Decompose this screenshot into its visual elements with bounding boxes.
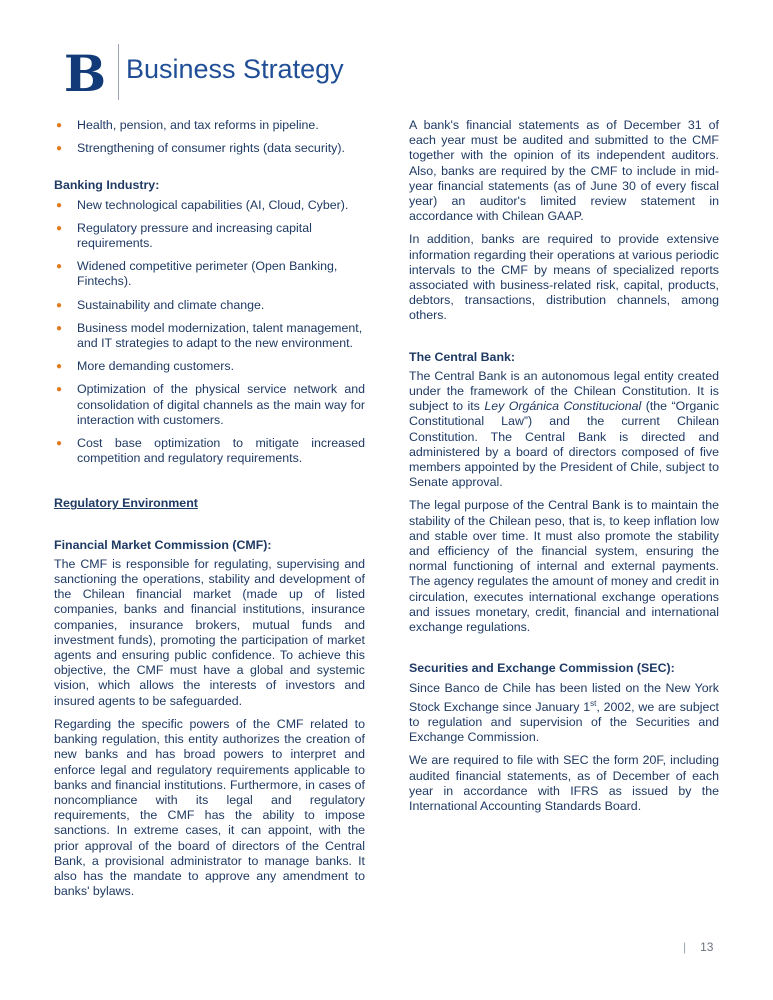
left-column: [54, 118, 365, 907]
bullet-icon: ●: [56, 222, 63, 234]
list-item: ● More demanding customers.: [56, 359, 235, 374]
right-column: [409, 118, 719, 822]
page-header: [60, 44, 390, 100]
list-item: ● Health, pension, and tax reforms in pipeline.: [56, 118, 319, 132]
bullet-icon: ●: [56, 384, 63, 396]
banking-industry-heading: Banking Industry:: [54, 178, 160, 193]
central-bank-paragraph-2: The legal purpose of the Central Bank is to maintain the stability of the Chilean peso, that is, to keep inflation low and stable over time. It must also promote the stability and efficiency of the financial system, ensuring the normal functioning of internal and external payments. The agency regulates the amount of money and credit in circulation, executes international exchange operations and issues monetary, credit, financial and international exchange regulations.: [409, 498, 719, 635]
bullet-icon: ●: [56, 322, 63, 334]
bank-logo: [60, 44, 110, 100]
audit-paragraph: A bank's financial statements as of December 31 of each year must be audited and submitted to the CMF together with the opinion of its independent auditors. Also, banks are required by the CMF to include in mid-year financial statements (as of June 30 of every fiscal year) an auditor's limited review statement in accordance with Chilean GAAP.: [409, 118, 719, 224]
footer-separator: |: [683, 940, 687, 954]
cmf-paragraph-1: The CMF is responsible for regulating, supervising and sanctioning the operations, stability and development of the Chilean financial market (made up of listed companies, banks and financial institutions, insurance companies, insurance brokers, mutual funds and investment funds), promoting the participation of market agents and ensuring public confidence. To achieve this objective, the CMF must have a global and systemic vision, which allows the interests of investors and insured agents to be safeguarded.: [54, 556, 365, 708]
page-footer: [683, 940, 713, 954]
list-item: ● Optimization of the physical service network and consolidation of digital channels as the main way for interaction with customers.: [56, 382, 365, 427]
central-bank-paragraph-1: The Central Bank is an autonomous legal entity created under the framework of the Chilean Constitution. It is subject to its Ley Orgánica Constitucional (the “Organic Constitutional Law”) and the current Chilean Constitution. The Central Bank is directed and administered by a board of directors composed of five members appointed by the President of Chile, subject to Senate approval.: [409, 368, 720, 490]
regulatory-environment-heading: Regulatory Environment: [54, 496, 198, 511]
list-item: ● Strengthening of consumer rights (data security).: [56, 141, 345, 156]
bullet-icon: ●: [56, 261, 63, 273]
cmf-heading: Financial Market Commission (CMF):: [54, 537, 272, 552]
list-item: ● Regulatory pressure and increasing capital requirements.: [56, 220, 312, 251]
page-number: 13: [700, 940, 714, 954]
sec-heading: Securities and Exchange Commission (SEC):: [409, 661, 675, 676]
bullet-icon: ●: [56, 199, 63, 211]
list-item: ● New technological capabilities (AI, Cloud, Cyber).: [56, 197, 349, 212]
header-divider: [118, 44, 119, 100]
list-item: ● Business model modernization, talent management, and IT strategies to adapt to the new environment.: [56, 320, 363, 351]
svg-text:B: B: [63, 44, 107, 100]
sec-paragraph-1: Since Banco de Chile has been listed on the New York Stock Exchange since January 1st, 2002, we are subject to regulation and supervision of the Securities and Exchange Commission.: [409, 680, 719, 745]
page-title: Business Strategy: [126, 54, 344, 84]
bullet-icon: ●: [56, 299, 63, 311]
bullet-icon: ●: [56, 438, 63, 450]
list-item: ● Widened competitive perimeter (Open Banking, Fintechs).: [56, 259, 338, 289]
list-item: ● Sustainability and climate change.: [56, 297, 265, 312]
sec-paragraph-2: We are required to file with SEC the form 20F, including audited financial statements, as of December of each year in accordance with IFRS as issued by the International Accounting Standards Board.: [409, 753, 719, 814]
list-item: ● Cost base optimization to mitigate increased competition and regulatory requirements.: [56, 436, 365, 466]
cmf-paragraph-2: Regarding the specific powers of the CMF related to banking regulation, this entity authorizes the creation of new banks and has broad powers to interpret and enforce legal and regulatory requirements applicable to banks and financial institutions. Furthermore, in cases of noncompliance with its legal and regulatory requirements, the CMF has the ability to impose sanctions. In extreme cases, it can appoint, with the prior approval of the board of directors of the Central Bank, a provisional administrator to manage banks. It also has the mandate to approve any amendment to banks' bylaws.: [54, 716, 365, 899]
bullet-icon: ●: [56, 143, 63, 155]
bullet-icon: ●: [56, 361, 63, 373]
reporting-paragraph: In addition, banks are required to provide extensive information regarding their operations at various periodic intervals to the CMF by means of specialized reports associated with business-related risk, capital, products, debtors, transactions, distribution channels, among others.: [409, 232, 719, 323]
bullet-icon: ●: [56, 120, 63, 131]
central-bank-heading: The Central Bank:: [409, 349, 516, 364]
